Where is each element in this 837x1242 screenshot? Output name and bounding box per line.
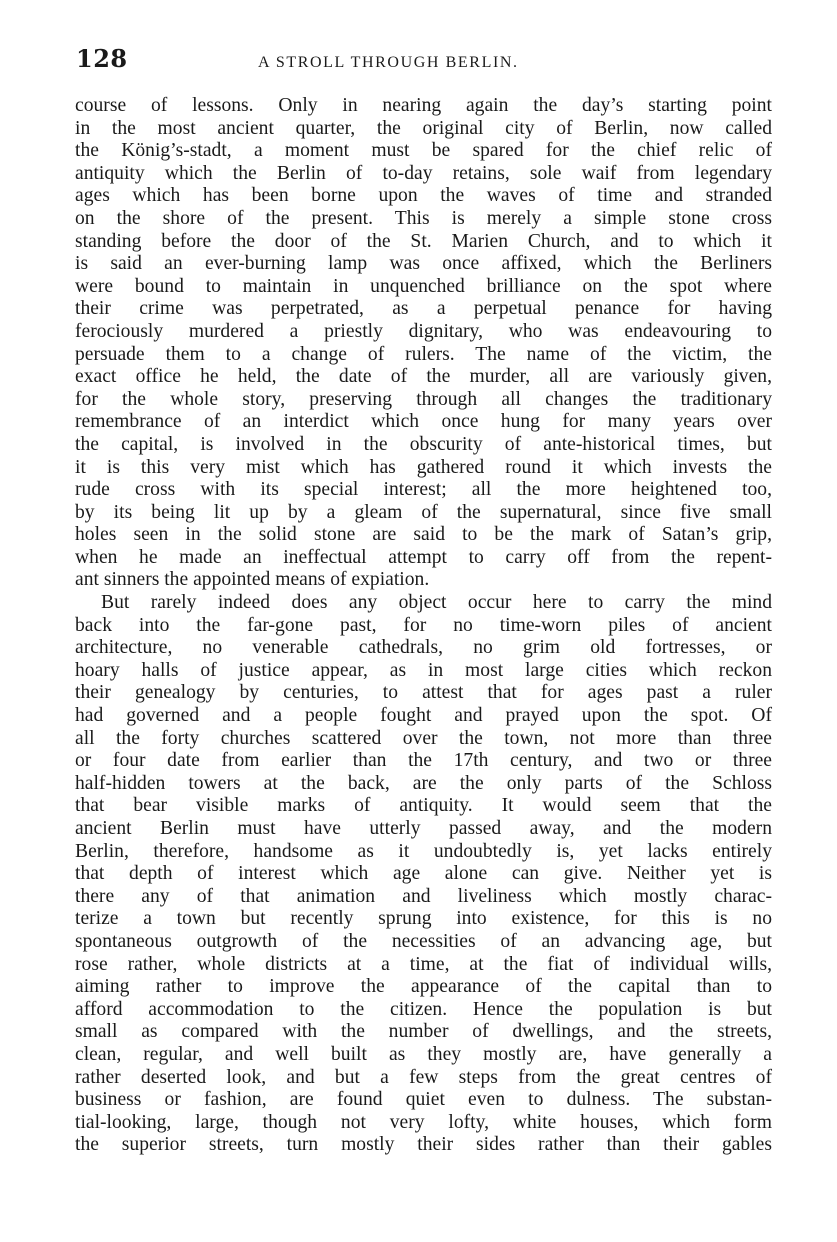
text-line: half-hidden towers at the back, are the only parts of the Schloss: [75, 772, 772, 794]
text-line: all the forty churches scattered over the town, not more than three: [75, 727, 772, 749]
text-line: were bound to maintain in unquenched brilliance on the spot where: [75, 275, 772, 297]
text-line: when he made an ineffectual attempt to carry off from the repent-: [75, 546, 772, 568]
text-line: business or fashion, are found quiet even to dulness. The substan-: [75, 1089, 772, 1111]
text-line: standing before the door of the St. Marien Church, and to which it: [75, 230, 772, 252]
text-line: that depth of interest which age alone can give. Neither yet is: [75, 863, 772, 885]
text-line: tial-looking, large, though not very lofty, white houses, which form: [75, 1111, 772, 1133]
text-line: architecture, no venerable cathedrals, no grim old fortresses, or: [75, 637, 772, 659]
body-text: [75, 95, 772, 1157]
paragraph-end-line: ant sinners the appointed means of expiation.: [75, 569, 430, 591]
text-line: remembrance of an interdict which once hung for many years over: [75, 411, 772, 433]
text-line: had governed and a people fought and prayed upon the spot. Of: [75, 705, 772, 727]
text-line: clean, regular, and well built as they mostly are, have generally a: [75, 1043, 772, 1065]
paragraph-first-line: But rarely indeed does any object occur here to carry the mind: [101, 592, 772, 614]
text-line: it is this very mist which has gathered round it which invests the: [75, 456, 772, 478]
text-line: small as compared with the number of dwellings, and the streets,: [75, 1021, 772, 1043]
text-line: their genealogy by centuries, to attest that for ages past a ruler: [75, 682, 772, 704]
text-line: is said an ever-burning lamp was once affixed, which the Berliners: [75, 253, 772, 275]
text-line: ferociously murdered a priestly dignitary, who was endeavouring to: [75, 320, 772, 342]
text-line: ages which has been borne upon the waves of time and stranded: [75, 185, 772, 207]
text-line: or four date from earlier than the 17th century, and two or three: [75, 750, 772, 772]
text-line: that bear visible marks of antiquity. It would seem that the: [75, 795, 772, 817]
text-line: course of lessons. Only in nearing again the day’s starting point: [75, 95, 772, 116]
text-line: ancient Berlin must have utterly passed away, and the modern: [75, 818, 772, 839]
text-line: the König’s-stadt, a moment must be spared for the chief relic of: [75, 140, 772, 162]
text-line: rose rather, whole districts at a time, at the fiat of individual wills,: [75, 953, 772, 975]
page-number: 128: [76, 44, 128, 73]
text-line: antiquity which the Berlin of to-day retains, sole waif from legendary: [75, 162, 772, 184]
text-line: on the shore of the present. This is merely a simple stone cross: [75, 207, 772, 229]
text-line: afford accommodation to the citizen. Hence the population is but: [75, 998, 772, 1020]
text-line: the superior streets, turn mostly their sides rather than their gables: [75, 1134, 772, 1156]
text-line: terize a town but recently sprung into existence, for this is no: [75, 908, 772, 930]
running-head: A STROLL THROUGH BERLIN.: [258, 54, 519, 71]
text-line: Berlin, therefore, handsome as it undoubtedly is, yet lacks entirely: [75, 840, 772, 862]
text-line: the capital, is involved in the obscurity of ante-historical times, but: [75, 433, 772, 455]
text-line: there any of that animation and liveliness which mostly charac-: [75, 885, 772, 907]
text-line: rather deserted look, and but a few steps from the great centres of: [75, 1066, 772, 1088]
text-line: back into the far-gone past, for no time-worn piles of ancient: [75, 614, 772, 636]
text-line: holes seen in the solid stone are said to be the mark of Satan’s grip,: [75, 524, 772, 546]
text-line: their crime was perpetrated, as a perpetual penance for having: [75, 298, 772, 320]
text-line: aiming rather to improve the appearance of the capital than to: [75, 976, 772, 998]
text-line: by its being lit up by a gleam of the supernatural, since five small: [75, 501, 772, 523]
text-line: for the whole story, preserving through all changes the traditionary: [75, 388, 772, 410]
text-line: exact office he held, the date of the murder, all are variously given,: [75, 366, 772, 388]
text-line: hoary halls of justice appear, as in most large cities which reckon: [75, 659, 772, 681]
text-line: in the most ancient quarter, the original city of Berlin, now called: [75, 117, 772, 139]
text-line: rude cross with its special interest; all the more heightened too,: [75, 479, 772, 501]
text-line: spontaneous outgrowth of the necessities of an advancing age, but: [75, 930, 772, 952]
text-line: persuade them to a change of rulers. The name of the victim, the: [75, 343, 772, 365]
